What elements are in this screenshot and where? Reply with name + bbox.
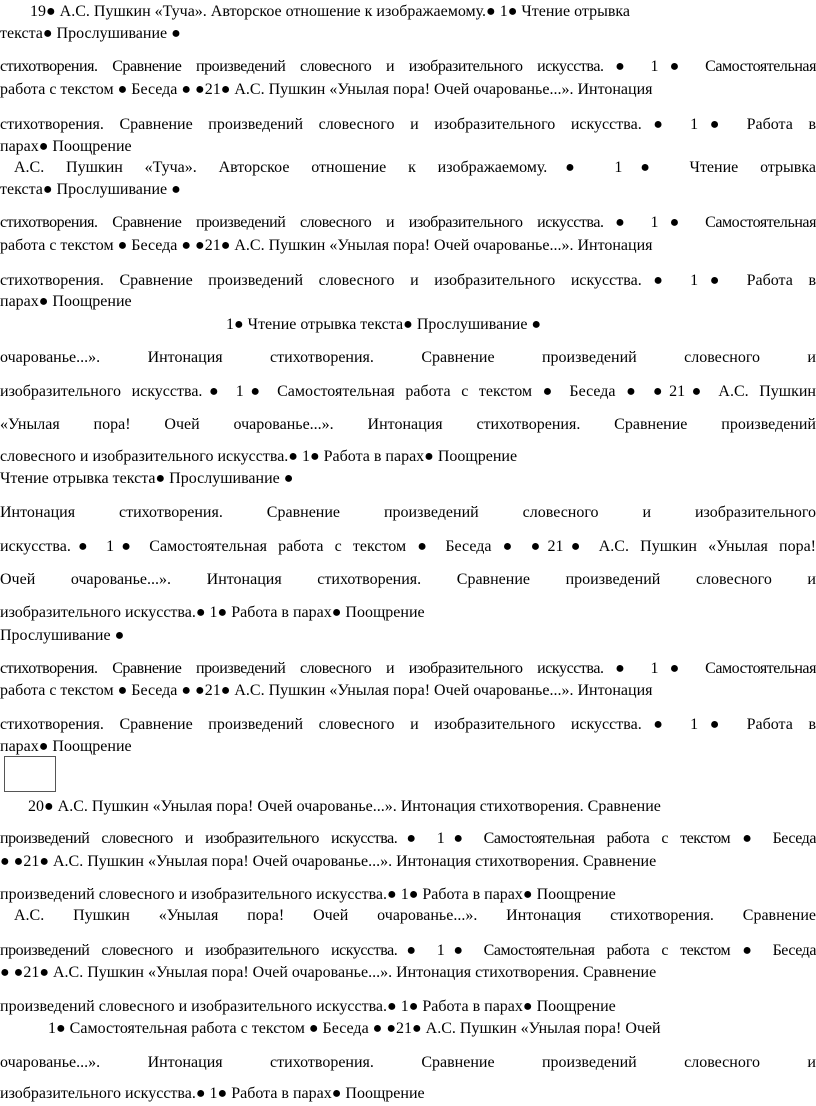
text-line-15: изобразительного искусства.● 1● Самостоятельная работа с текстом ● Беседа ● ●21● А.С. Пушкин xyxy=(0,383,816,400)
text-line-8: текста● Прослушивание ● xyxy=(0,181,181,198)
text-line-26: стихотворения. Сравнение произведений словесного и изобразительного искусства.● 1● Работа в xyxy=(0,716,816,733)
text-line-19: Интонация стихотворения. Сравнение произведений словесного и изобразительного xyxy=(0,504,816,521)
text-line-31: произведений словесного и изобразительного искусства.● 1● Работа в парах● Поощрение xyxy=(0,886,616,903)
text-line-21: Очей очарованье...». Интонация стихотворения. Сравнение произведений словесного и xyxy=(0,571,816,588)
text-line-16: «Унылая пора! Очей очарованье...». Интонация стихотворения. Сравнение произведений xyxy=(0,416,816,433)
text-line-12: парах● Поощрение xyxy=(0,293,132,310)
text-line-32: А.С. Пушкин «Унылая пора! Очей очарованье...». Интонация стихотворения. Сравнение xyxy=(14,907,816,924)
text-line-25: работа с текстом ● Беседа ● ●21● А.С. Пушкин «Унылая пора! Очей очарованье...». Интонация xyxy=(0,682,653,699)
text-line-18: Чтение отрывка текста● Прослушивание ● xyxy=(0,470,294,487)
text-line-9: стихотворения. Сравнение произведений словесного и изобразительного искусства.● 1● Самостоятельная xyxy=(0,214,816,231)
text-line-34: ● ●21● А.С. Пушкин «Унылая пора! Очей очарованье...». Интонация стихотворения. Сравнение xyxy=(0,964,657,981)
text-line-2: текста● Прослушивание ● xyxy=(0,25,181,42)
text-line-5: стихотворения. Сравнение произведений словесного и изобразительного искусства.● 1● Работа в xyxy=(0,116,816,133)
text-line-30: ● ●21● А.С. Пушкин «Унылая пора! Очей очарованье...». Интонация стихотворения. Сравнение xyxy=(0,853,657,870)
text-line-4: работа с текстом ● Беседа ● ●21● А.С. Пушкин «Унылая пора! Очей очарованье...». Интонация xyxy=(0,81,653,98)
text-line-7: А.С. Пушкин «Туча». Авторское отношение к изображаемому.● 1● Чтение отрывка xyxy=(14,159,816,176)
text-line-35: произведений словесного и изобразительного искусства.● 1● Работа в парах● Поощрение xyxy=(0,998,616,1015)
text-line-13: 1● Чтение отрывка текста● Прослушивание ● xyxy=(226,316,542,333)
text-line-29: произведений словесного и изобразительного искусства.● 1● Самостоятельная работа с текстом ● Беседа xyxy=(0,830,816,847)
text-line-14: очарованье...». Интонация стихотворения. Сравнение произведений словесного и xyxy=(0,349,816,366)
text-line-20: искусства.● 1● Самостоятельная работа с текстом ● Беседа ● ●21● А.С. Пушкин «Унылая пора! xyxy=(0,538,816,555)
text-line-24: стихотворения. Сравнение произведений словесного и изобразительного искусства.● 1● Самостоятельная xyxy=(0,660,816,677)
text-line-11: стихотворения. Сравнение произведений словесного и изобразительного искусства.● 1● Работа в xyxy=(0,272,816,289)
text-line-33: произведений словесного и изобразительного искусства.● 1● Самостоятельная работа с текстом ● Беседа xyxy=(0,942,816,959)
text-line-6: парах● Поощрение xyxy=(0,138,132,155)
text-line-22: изобразительного искусства.● 1● Работа в парах● Поощрение xyxy=(0,604,425,621)
text-line-38: изобразительного искусства.● 1● Работа в парах● Поощрение xyxy=(0,1085,425,1102)
text-line-37: очарованье...». Интонация стихотворения. Сравнение произведений словесного и xyxy=(0,1054,816,1071)
text-line-17: словесного и изобразительного искусства.● 1● Работа в парах● Поощрение xyxy=(0,448,518,465)
text-line-27: парах● Поощрение xyxy=(0,738,132,755)
text-line-1: 19● А.С. Пушкин «Туча». Авторское отношение к изображаемому.● 1● Чтение отрывка xyxy=(30,3,630,20)
text-line-36: 1● Самостоятельная работа с текстом ● Беседа ● ●21● А.С. Пушкин «Унылая пора! Очей xyxy=(48,1020,661,1037)
text-line-23: Прослушивание ● xyxy=(0,627,125,644)
text-line-3: стихотворения. Сравнение произведений словесного и изобразительного искусства.● 1● Самостоятельная xyxy=(0,58,816,75)
text-line-10: работа с текстом ● Беседа ● ●21● А.С. Пушкин «Унылая пора! Очей очарованье...». Интонация xyxy=(0,237,653,254)
empty-frame xyxy=(4,756,56,792)
text-line-28: 20● А.С. Пушкин «Унылая пора! Очей очарованье...». Интонация стихотворения. Сравнение xyxy=(28,798,661,815)
